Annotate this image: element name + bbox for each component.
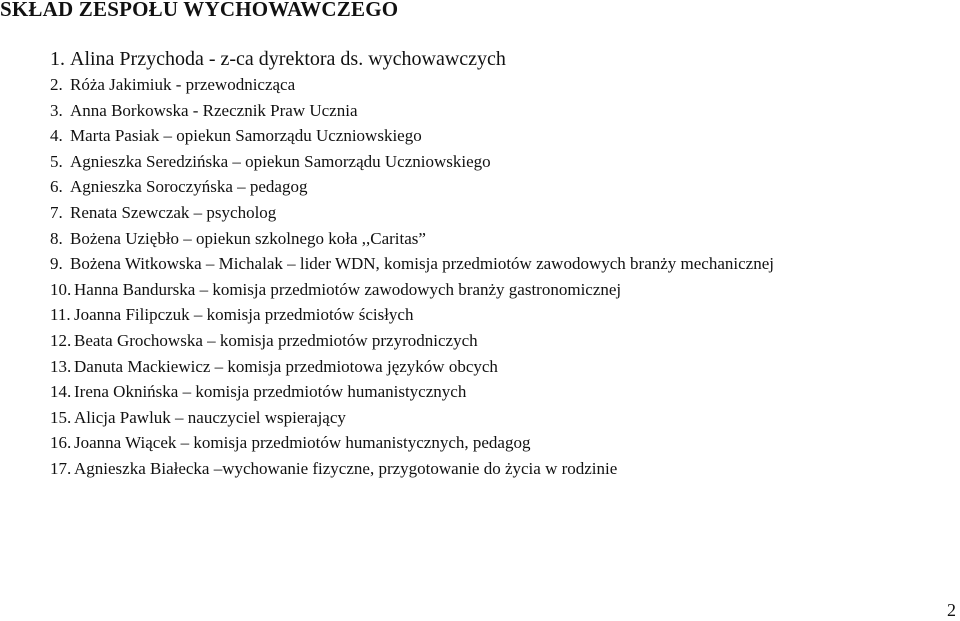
list-item-text: Róża Jakimiuk - przewodnicząca (70, 75, 296, 94)
list-item-text: Bożena Witkowska – Michalak – lider WDN, komisja przedmiotów zawodowych branży mechanicznej (70, 254, 774, 274)
list-item (50, 430, 774, 456)
page-number: 2 (947, 600, 956, 620)
list-item (50, 251, 774, 277)
list-item (50, 149, 774, 175)
list-item-number: 5. (50, 151, 63, 171)
list-item-text: Alicja Pawluk – nauczyciel wspierający (74, 407, 346, 427)
list-item-text: Anna Borkowska - Rzecznik Praw Ucznia (70, 100, 358, 120)
list-item-number: 9. (50, 254, 63, 274)
page-title: SKŁAD ZESPOŁU WYCHOWAWCZEGO (0, 0, 399, 21)
list-item-number: 6. (50, 177, 63, 197)
list-item-text: Beata Grochowska – komisja przedmiotów przyrodniczych (74, 330, 478, 350)
list-item-number: 3. (50, 100, 63, 120)
list-item-number: 12. (50, 330, 72, 350)
list-item-number: 1. (50, 48, 65, 70)
list-item-number: 15. (50, 407, 72, 427)
list-item (50, 46, 774, 72)
list-item (50, 123, 774, 149)
list-item-number: 2. (50, 75, 63, 94)
list-item-text: Joanna Filipczuk – komisja przedmiotów ścisłych (74, 305, 414, 325)
list-item (50, 379, 774, 405)
list-item (50, 72, 774, 98)
list-item-number: 14. (50, 382, 72, 402)
list-item-text: Agnieszka Białecka –wychowanie fizyczne, przygotowanie do życia w rodzinie (74, 458, 618, 478)
list-item (50, 98, 774, 124)
list-item-number: 8. (50, 228, 63, 248)
list-item (50, 200, 774, 226)
member-list (50, 46, 774, 482)
list-item (50, 328, 774, 354)
list-item-number: 16. (50, 433, 72, 453)
list-item (50, 277, 774, 303)
list-item-number: 13. (50, 356, 72, 376)
list-item-text: Agnieszka Soroczyńska – pedagog (70, 177, 308, 197)
list-item (50, 405, 774, 431)
list-item-number: 11. (50, 305, 71, 325)
list-item-number: 4. (50, 126, 63, 146)
list-item-text: Irena Oknińska – komisja przedmiotów humanistycznych (74, 382, 467, 402)
list-item-text: Bożena Uziębło – opiekun szkolnego koła ,,Caritas” (70, 228, 426, 248)
list-item (50, 354, 774, 380)
list-item (50, 226, 774, 252)
list-item (50, 302, 774, 328)
list-item-text: Danuta Mackiewicz – komisja przedmiotowa języków obcych (74, 356, 498, 376)
list-item-number: 17. (50, 458, 72, 478)
list-item (50, 174, 774, 200)
list-item-text: Agnieszka Seredzińska – opiekun Samorządu Uczniowskiego (70, 151, 491, 171)
list-item-text: Marta Pasiak – opiekun Samorządu Uczniowskiego (70, 126, 422, 146)
list-item-text: Joanna Wiącek – komisja przedmiotów humanistycznych, pedagog (74, 433, 531, 453)
list-item-number: 10. (50, 279, 72, 299)
list-item-text: Hanna Bandurska – komisja przedmiotów zawodowych branży gastronomicznej (74, 279, 622, 299)
list-item (50, 456, 774, 482)
list-item-text: Alina Przychoda - z-ca dyrektora ds. wychowawczych (70, 48, 506, 70)
list-item-text: Renata Szewczak – psycholog (70, 202, 277, 222)
list-item-number: 7. (50, 202, 63, 222)
